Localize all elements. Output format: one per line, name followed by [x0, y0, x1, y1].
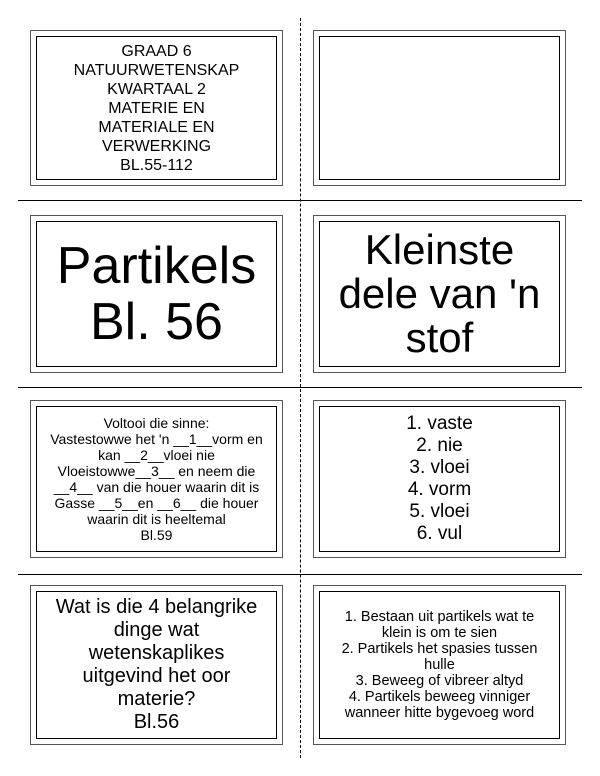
voltooi-card — [30, 400, 283, 558]
question-card — [30, 585, 283, 745]
facts-card — [313, 585, 566, 745]
vertical-cut-line — [300, 18, 301, 758]
kleinste-card — [313, 215, 566, 373]
title-card — [30, 30, 283, 186]
blank-card — [313, 30, 566, 186]
kleinste-text: Kleinste dele van 'n stof — [338, 226, 541, 361]
horizontal-cut-line — [18, 387, 582, 388]
title-card-text: GRAAD 6 NATUURWETENSKAP KWARTAAL 2 MATERIE EN MATERIALE EN VERWERKING BL.55-112 — [73, 42, 240, 174]
answers-text: 1. vaste 2. nie 3. vloei 4. vorm 5. vloei 6. vul — [406, 413, 473, 544]
horizontal-cut-line — [18, 574, 582, 575]
horizontal-cut-line — [18, 200, 582, 201]
answers-card — [313, 400, 566, 558]
facts-text: 1. Bestaan uit partikels wat te klein is om te sien 2. Partikels het spasies tussen hulle 3. Beweeg of vibreer altyd 4. Partikels beweeg vinniger wanneer hitte bygevoeg word — [341, 609, 538, 721]
partikels-card — [30, 215, 283, 373]
partikels-text: Partikels Bl. 56 — [56, 237, 257, 351]
voltooi-text: Voltooi die sinne: Vastestowwe het 'n __1__vorm en kan __2__vloei nie Vloeistowwe__3__ en neem die __4__ van die houer waarin dit is Gasse __5__en __6__ die houer waarin dit is heeltemal Bl.59 — [50, 415, 263, 543]
question-text: Wat is die 4 belangrike dinge wat wetenskaplikes uitgevind het oor materie? Bl.56 — [55, 596, 258, 733]
